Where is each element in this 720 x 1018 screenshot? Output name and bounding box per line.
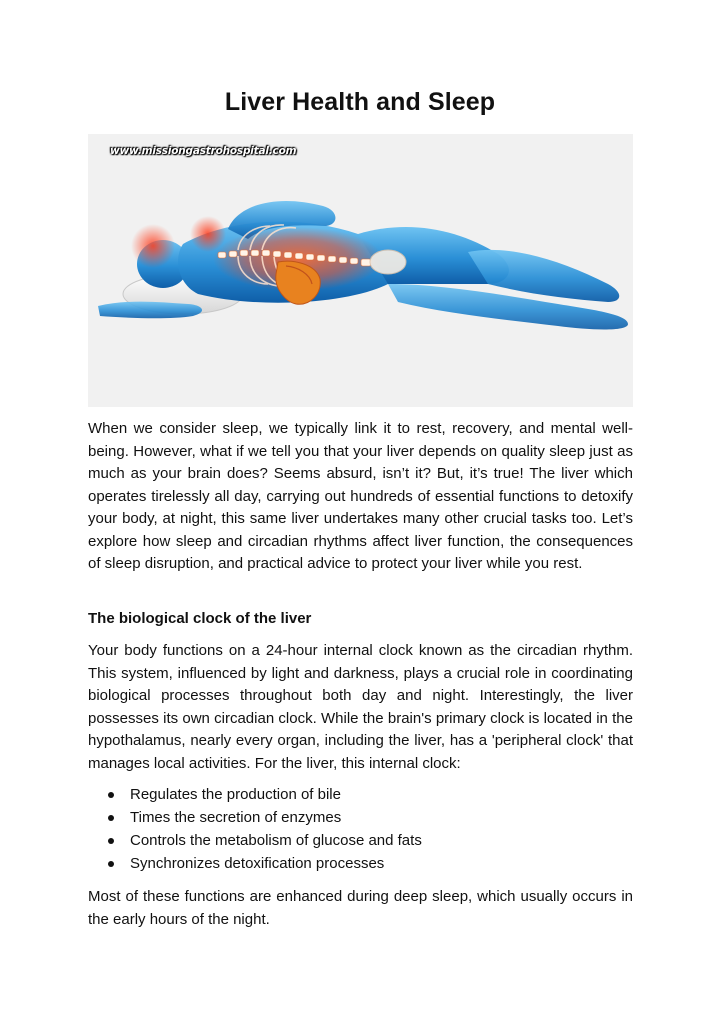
head-inflammation-glow bbox=[131, 224, 175, 268]
intro-paragraph: When we consider sleep, we typically link it to rest, recovery, and mental well-being. However, what if we tell you that your liver depends on quality sleep just as much as your brain does? Seems absurd, isn’t it? But, it’s true! The liver which operates tirelessly all day, carrying out hundreds of essential functions to detoxify your body, at night, this same liver undertakes many other crucial tasks too. Let’s explore how sleep and circadian rhythms affect liver function, the consequences of sleep disruption, and practical advice to protect your liver while you rest. bbox=[88, 420, 633, 572]
list-item bbox=[88, 852, 633, 875]
list-item bbox=[88, 783, 633, 806]
list-item-text: Controls the metabolism of glucose and fats bbox=[130, 832, 422, 849]
page-title: Liver Health and Sleep bbox=[224, 88, 496, 116]
list-item bbox=[88, 806, 633, 829]
list-item bbox=[88, 829, 633, 852]
sleeping-body-illustration bbox=[88, 134, 633, 407]
section-heading: The biological clock of the liver bbox=[88, 610, 312, 627]
bullet-icon bbox=[108, 861, 114, 867]
sleeping-body-graphic bbox=[88, 134, 633, 407]
pelvis-bone bbox=[370, 250, 406, 274]
bullet-icon bbox=[108, 838, 114, 844]
list-item-text: Synchronizes detoxification processes bbox=[130, 855, 385, 872]
list-item-text: Times the secretion of enzymes bbox=[130, 809, 342, 826]
liver-clock-functions-list bbox=[88, 783, 633, 875]
neck-inflammation-glow bbox=[190, 216, 226, 252]
figure-watermark: www.missiongastrohospital.com bbox=[110, 145, 297, 157]
bullet-icon bbox=[108, 815, 114, 821]
circadian-paragraph: Your body functions on a 24-hour internal clock known as the circadian rhythm. This system, influenced by light and darkness, plays a crucial role in coordinating biological processes throughout both day and night. Interestingly, the liver possesses its own circadian clock. While the brain's primary clock is located in the hypothalamus, nearly every organ, including the liver, has a 'peripheral clock' that manages local activities. For the liver, this internal clock: bbox=[88, 642, 633, 772]
list-item-text: Regulates the production of bile bbox=[130, 786, 341, 803]
lower-arm-shape bbox=[98, 302, 202, 319]
bullet-icon bbox=[108, 792, 114, 798]
closing-paragraph: Most of these functions are enhanced during deep sleep, which usually occurs in the early hours of the night. bbox=[88, 888, 633, 928]
